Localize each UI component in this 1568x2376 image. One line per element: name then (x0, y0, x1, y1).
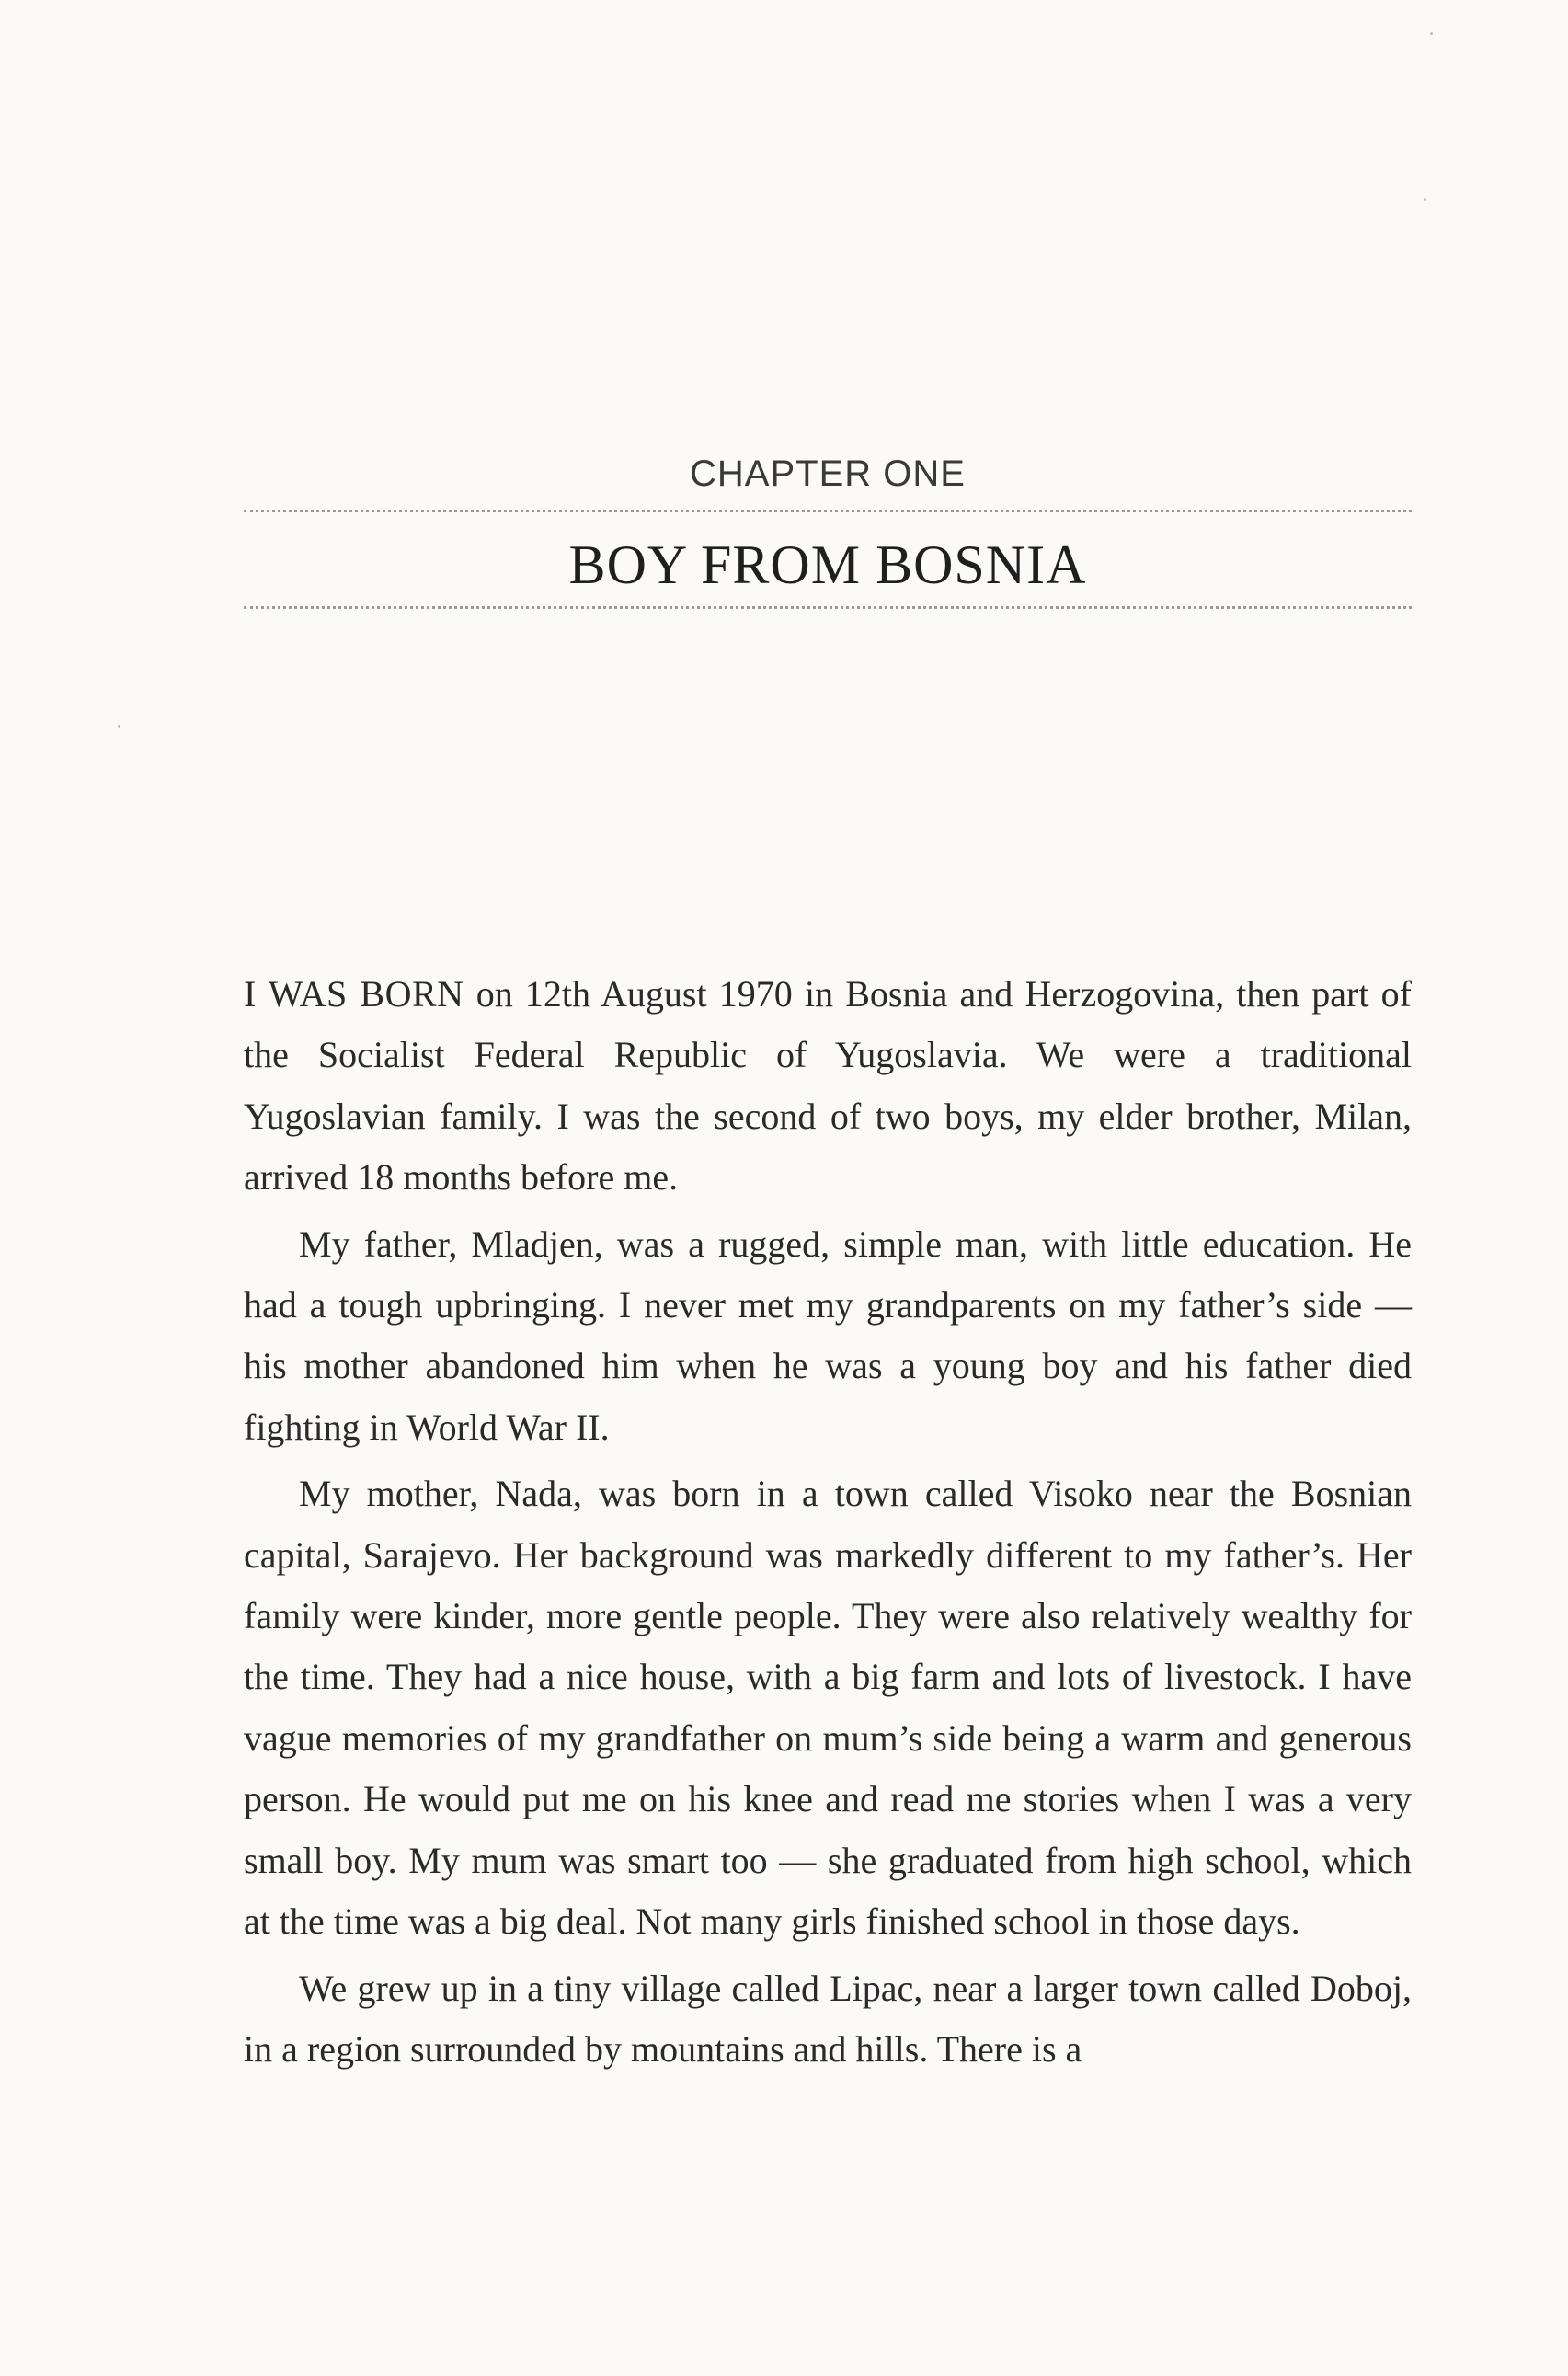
paragraph-3: My mother, Nada, was born in a town called Visoko near the Bosnian capital, Sarajevo. Her background was markedly different to my father’s. Her family were kinder, more gentle people. They were also relatively wealthy for the time. They had a nice house, with a big farm and lots of livestock. I have vague memories of my grandfather on mum’s side being a warm and generous person. He would put me on his knee and read me stories when I was a very small boy. My mum was smart too — she graduated from high school, which at the time was a big deal. Not many girls finished school in those days. (244, 1473, 1412, 1943)
paragraph-lead-in: I WAS BORN (244, 973, 464, 1015)
paper-speck (1430, 32, 1433, 35)
dotted-rule-top (244, 510, 1412, 512)
paragraph-1 (244, 964, 1412, 1209)
paragraph-4: We grew up in a tiny village called Lipac, near a larger town called Doboj, in a region surrounded by mountains and hills. There is a (244, 1967, 1412, 2070)
paragraph-1-text: on 12th August 1970 in Bosnia and Herzogovina, then part of the Socialist Federal Republic of Yugoslavia. We were a traditional Yugoslavian family. I was the second of two boys, my elder brother, Milan, arrived 18 months before me. (244, 973, 1412, 1199)
dotted-rule-bottom (244, 606, 1412, 609)
paper-speck (1424, 198, 1426, 201)
paragraph-2: My father, Mladjen, was a rugged, simple man, with little education. He had a tough upbringing. I never met my grandparents on my father’s side — his mother abandoned him when he was a young boy and his father died fighting in World War II. (244, 1222, 1412, 1448)
chapter-body (244, 964, 1412, 2085)
paper-speck (118, 725, 120, 728)
chapter-title: BOY FROM BOSNIA (568, 534, 1087, 595)
chapter-label: CHAPTER ONE (690, 453, 966, 494)
